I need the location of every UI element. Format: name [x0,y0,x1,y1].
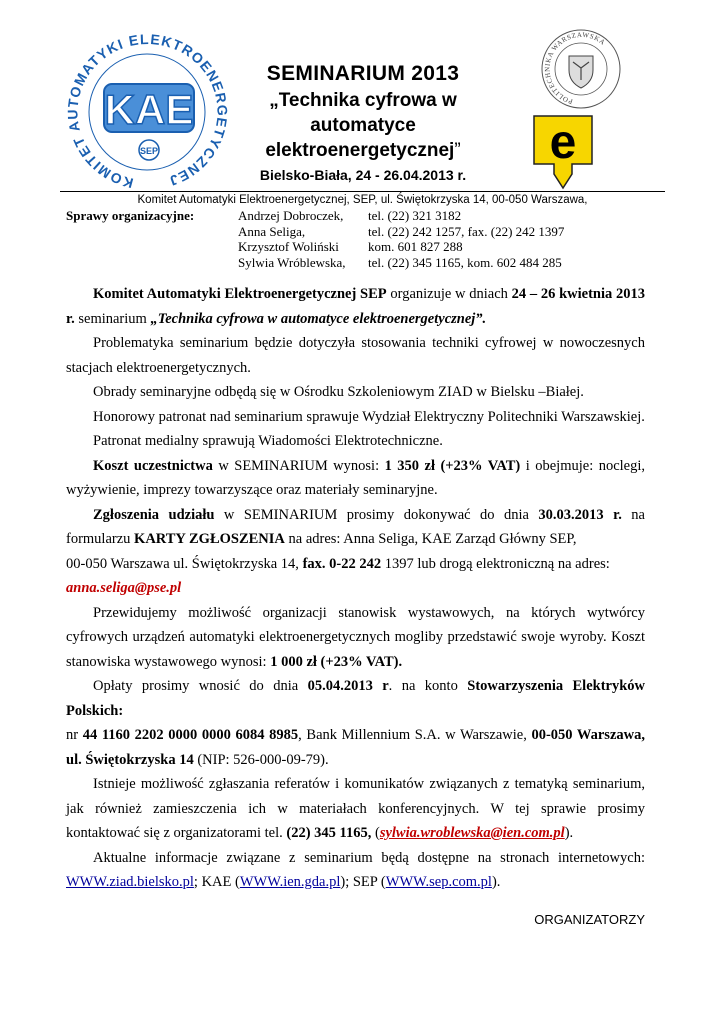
paragraph-payment: Opłaty prosimy wnosić do dnia 05.04.2013 r. na konto Stowarzyszenia Elektryków Polskich: [66,678,646,719]
paragraph-cost: Koszt uczestnictwa w SEMINARIUM wynosi: 1 350 zł (+23% VAT) i obejmuje: noclegi, wyżywienie, imprezy towarzyszące oraz materiały seminaryjne. [66,457,646,498]
link-ziad[interactable]: WWW.ziad.bielsko.pl [66,874,194,890]
kae-letters: KAE [104,86,194,133]
paragraph-fax: 00-050 Warszawa ul. Świętokrzyska 14, fax. 0-22 242 1397 lub drogą elektroniczną na adres: [66,555,610,572]
contact-name: Andrzej Dobroczek, [238,208,344,223]
paragraph-registration: Zgłoszenia udziału w SEMINARIUM prosimy dokonywać do dnia 30.03.2013 r. na formularzu KARTY ZGŁOSZENIA na adres: Anna Seliga, KAE Zarząd Główny SEP, [66,506,645,547]
sep-emblem: SEP [139,146,159,156]
signature-organizers: ORGANIZATORZY [534,912,645,927]
contact-phone: tel. (22) 345 1165, kom. 602 484 285 [368,254,562,270]
paragraph-exhibition: Przewidujemy możliwość organizacji stanowisk wystawowych, na których wytwórcy cyfrowych urządzeń automatyki elektroenergetycznych mogliby przedstawić swoje wyroby. Koszt stanowiska wystawowego wynosi: 1 000 zł (+23% VAT). [66,604,645,670]
org-matters-label: Sprawy organizacyjne: [66,208,195,223]
paragraph-topic: Problematyka seminarium będzie dotyczyła stosowania techniki cyfrowej w nowoczesnych stacjach elektroenergetycznych. [66,335,645,376]
contact-phone: tel. (22) 321 3182 [368,208,462,223]
email-link-wroblewska[interactable]: sylwia.wroblewska@ien.com.pl [379,825,565,841]
header-divider [60,191,665,192]
committee-address: Komitet Automatyki Elektroenergetycznej, SEP, ul. Świętokrzyska 14, 00-050 Warszawa, [137,194,588,206]
seal-text: POLITECHNIKA WARSZAWSKA [543,30,607,106]
paragraph-venue: Obrady seminaryjne odbędą się w Ośrodku Szkoleniowym ZIAD w Bielsku –Białej. [93,384,584,400]
contact-name: Krzysztof Woliński [238,239,339,254]
letter-body [66,282,645,895]
contact-names [238,208,346,270]
paragraph-papers: Istnieje możliwość zgłaszania referatów i komunikatów związanych z tematyką seminarium, jak również zamieszczenia ich w materiałach konferencyjnych. W tej sprawie prosimy kontaktować się z organizatorami tel. (22) 345 1165, (sylwia.wroblewska@ien.com.pl). [66,776,645,841]
seminar-subtitle: „Technika cyfrowa w automatyce elektroenergetycznej” [265,90,461,161]
contact-name: Sylwia Wróblewska, [238,254,346,270]
kae-ring-text: KOMITET AUTOMATYKI ELEKTROENERGETYCZNEJ [64,32,231,192]
kae-logo [60,32,235,192]
title-block [238,62,488,183]
link-ien[interactable]: WWW.ien.gda.pl [239,874,341,890]
place-date: Bielsko-Biała, 24 - 26.04.2013 r. [259,167,467,183]
contact-phones [368,208,564,270]
contact-phone: tel. (22) 242 1257, fax. (22) 242 1397 [368,223,565,239]
contact-phone: kom. 601 827 288 [368,239,463,254]
paragraph-media: Patronat medialny sprawują Wiadomości Elektrotechniczne. [93,433,443,449]
contact-name: Anna Seliga, [238,223,306,239]
e-letter: e [549,116,577,169]
email-link-seliga[interactable]: anna.seliga@pse.pl [66,580,182,596]
paragraph-websites: Aktualne informacje związane z seminarium będą dostępne na stronach internetowych: WWW.ziad.bielsko.pl; KAE (WWW.ien.gda.pl); SEP (WWW.sep.com.pl). [66,849,645,890]
paragraph-patronage: Honorowy patronat nad seminarium sprawuje Wydział Elektryczny Politechniki Warszawskiej. [93,408,645,425]
paragraph-intro: Komitet Automatyki Elektroenergetycznej SEP organizuje w dniach 24 – 26 kwietnia 2013 r. seminarium „Technika cyfrowa w automatyce elektroenergetycznej”. [66,286,645,327]
politechnika-seal-logo [540,28,622,110]
link-sep[interactable]: WWW.sep.com.pl [385,874,492,890]
elektro-e-logo [532,112,594,190]
seminar-title: SEMINARIUM 2013 [266,62,460,85]
paragraph-account: nr 44 1160 2202 0000 0000 6084 8985, Bank Millennium S.A. w Warszawie, 00-050 Warszawa, ul. Świętokrzyska 14 (NIP: 526-000-09-79). [66,727,645,768]
